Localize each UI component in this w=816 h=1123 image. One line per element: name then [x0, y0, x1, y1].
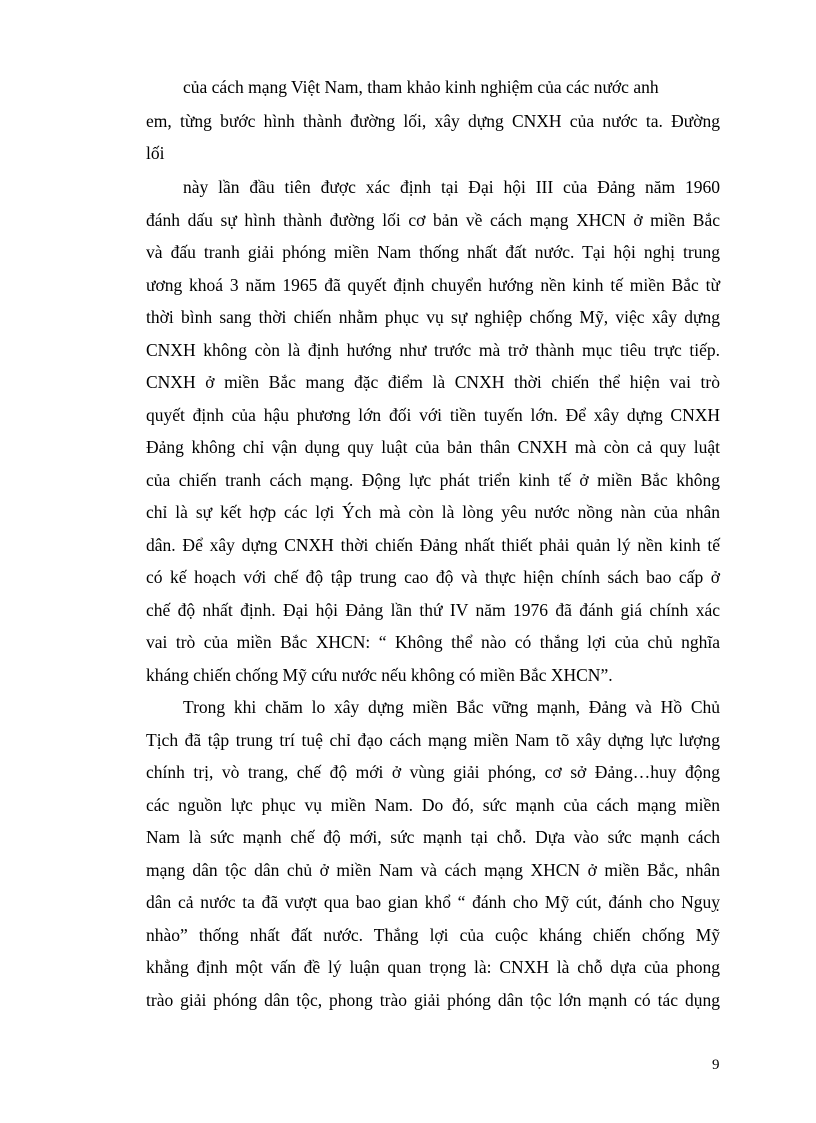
text-line: CNXH không còn là định hướng như trước mà trở thành mục tiêu trực tiếp. [146, 340, 720, 360]
text-line: quyết định của hậu phương lớn đối với tiền tuyến lớn. Để xây dựng CNXH [146, 405, 720, 425]
text-line: của cách mạng Việt Nam, tham khảo kinh nghiệm của các nước anh [183, 77, 659, 97]
text-line: vai trò của miền Bắc XHCN: “ Không thể nào có thắng lợi của chủ nghĩa [146, 632, 720, 652]
page-number: 9 [712, 1057, 720, 1073]
text-line: chính trị, vò trang, chế độ mới ở vùng giải phóng, cơ sở Đảng…huy động [146, 762, 720, 782]
text-line: này lần đầu tiên được xác định tại Đại hội III của Đảng năm 1960 [183, 177, 720, 197]
text-line: ương khoá 3 năm 1965 đã quyết định chuyển hướng nền kinh tế miền Bắc từ [146, 275, 720, 295]
text-line: Nam là sức mạnh chế độ mới, sức mạnh tại chỗ. Dựa vào sức mạnh cách [146, 827, 720, 847]
text-line: có kế hoạch với chế độ tập trung cao độ và thực hiện chính sách bao cấp ở [146, 567, 720, 587]
text-line: dân cả nước ta đã vượt qua bao gian khổ “ đánh cho Mỹ cút, đánh cho Nguỵ [146, 892, 720, 912]
text-line: của chiến tranh cách mạng. Động lực phát triển kinh tế ở miền Bắc không [146, 470, 720, 490]
text-line: trào giải phóng dân tộc, phong trào giải phóng dân tộc lớn mạnh có tác dụng [146, 990, 720, 1010]
text-line: Trong khi chăm lo xây dựng miền Bắc vững mạnh, Đảng và Hồ Chủ [183, 697, 720, 717]
text-line: Đảng không chỉ vận dụng quy luật của bản thân CNXH mà còn cả quy luật [146, 437, 720, 457]
text-line: các nguồn lực phục vụ miền Nam. Do đó, sức mạnh của cách mạng miền [146, 795, 720, 815]
text-line: mạng dân tộc dân chủ ở miền Nam và cách mạng XHCN ở miền Bắc, nhân [146, 860, 720, 880]
text-line: đánh dấu sự hình thành đường lối cơ bản về cách mạng XHCN ở miền Bắc [146, 210, 720, 230]
text-line: dân. Để xây dựng CNXH thời chiến Đảng nhất thiết phải quản lý nền kinh tế [146, 535, 720, 555]
text-line: em, từng bước hình thành đường lối, xây dựng CNXH của nước ta. Đường [146, 111, 720, 131]
text-line: chỉ là sự kết hợp các lợi Ých mà còn là lòng yêu nước nồng nàn của nhân [146, 502, 720, 522]
text-line: CNXH ở miền Bắc mang đặc điểm là CNXH thời chiến thể hiện vai trò [146, 372, 720, 392]
text-line: thời bình sang thời chiến nhằm phục vụ sự nghiệp chống Mỹ, việc xây dựng [146, 307, 720, 327]
text-line: nhào” thống nhất đất nước. Thắng lợi của cuộc kháng chiến chống Mỹ [146, 925, 720, 945]
text-line: và đấu tranh giải phóng miền Nam thống nhất đất nước. Tại hội nghị trung [146, 242, 720, 262]
text-line: kháng chiến chống Mỹ cứu nước nếu không có miền Bắc XHCN”. [146, 665, 613, 685]
text-line: Tịch đã tập trung trí tuệ chỉ đạo cách mạng miền Nam tõ xây dựng lực lượng [146, 730, 720, 750]
text-line: khẳng định một vấn đề lý luận quan trọng là: CNXH là chỗ dựa của phong [146, 957, 720, 977]
text-line: chế độ nhất định. Đại hội Đảng lần thứ IV năm 1976 đã đánh giá chính xác [146, 600, 720, 620]
text-line: lối [146, 143, 165, 163]
